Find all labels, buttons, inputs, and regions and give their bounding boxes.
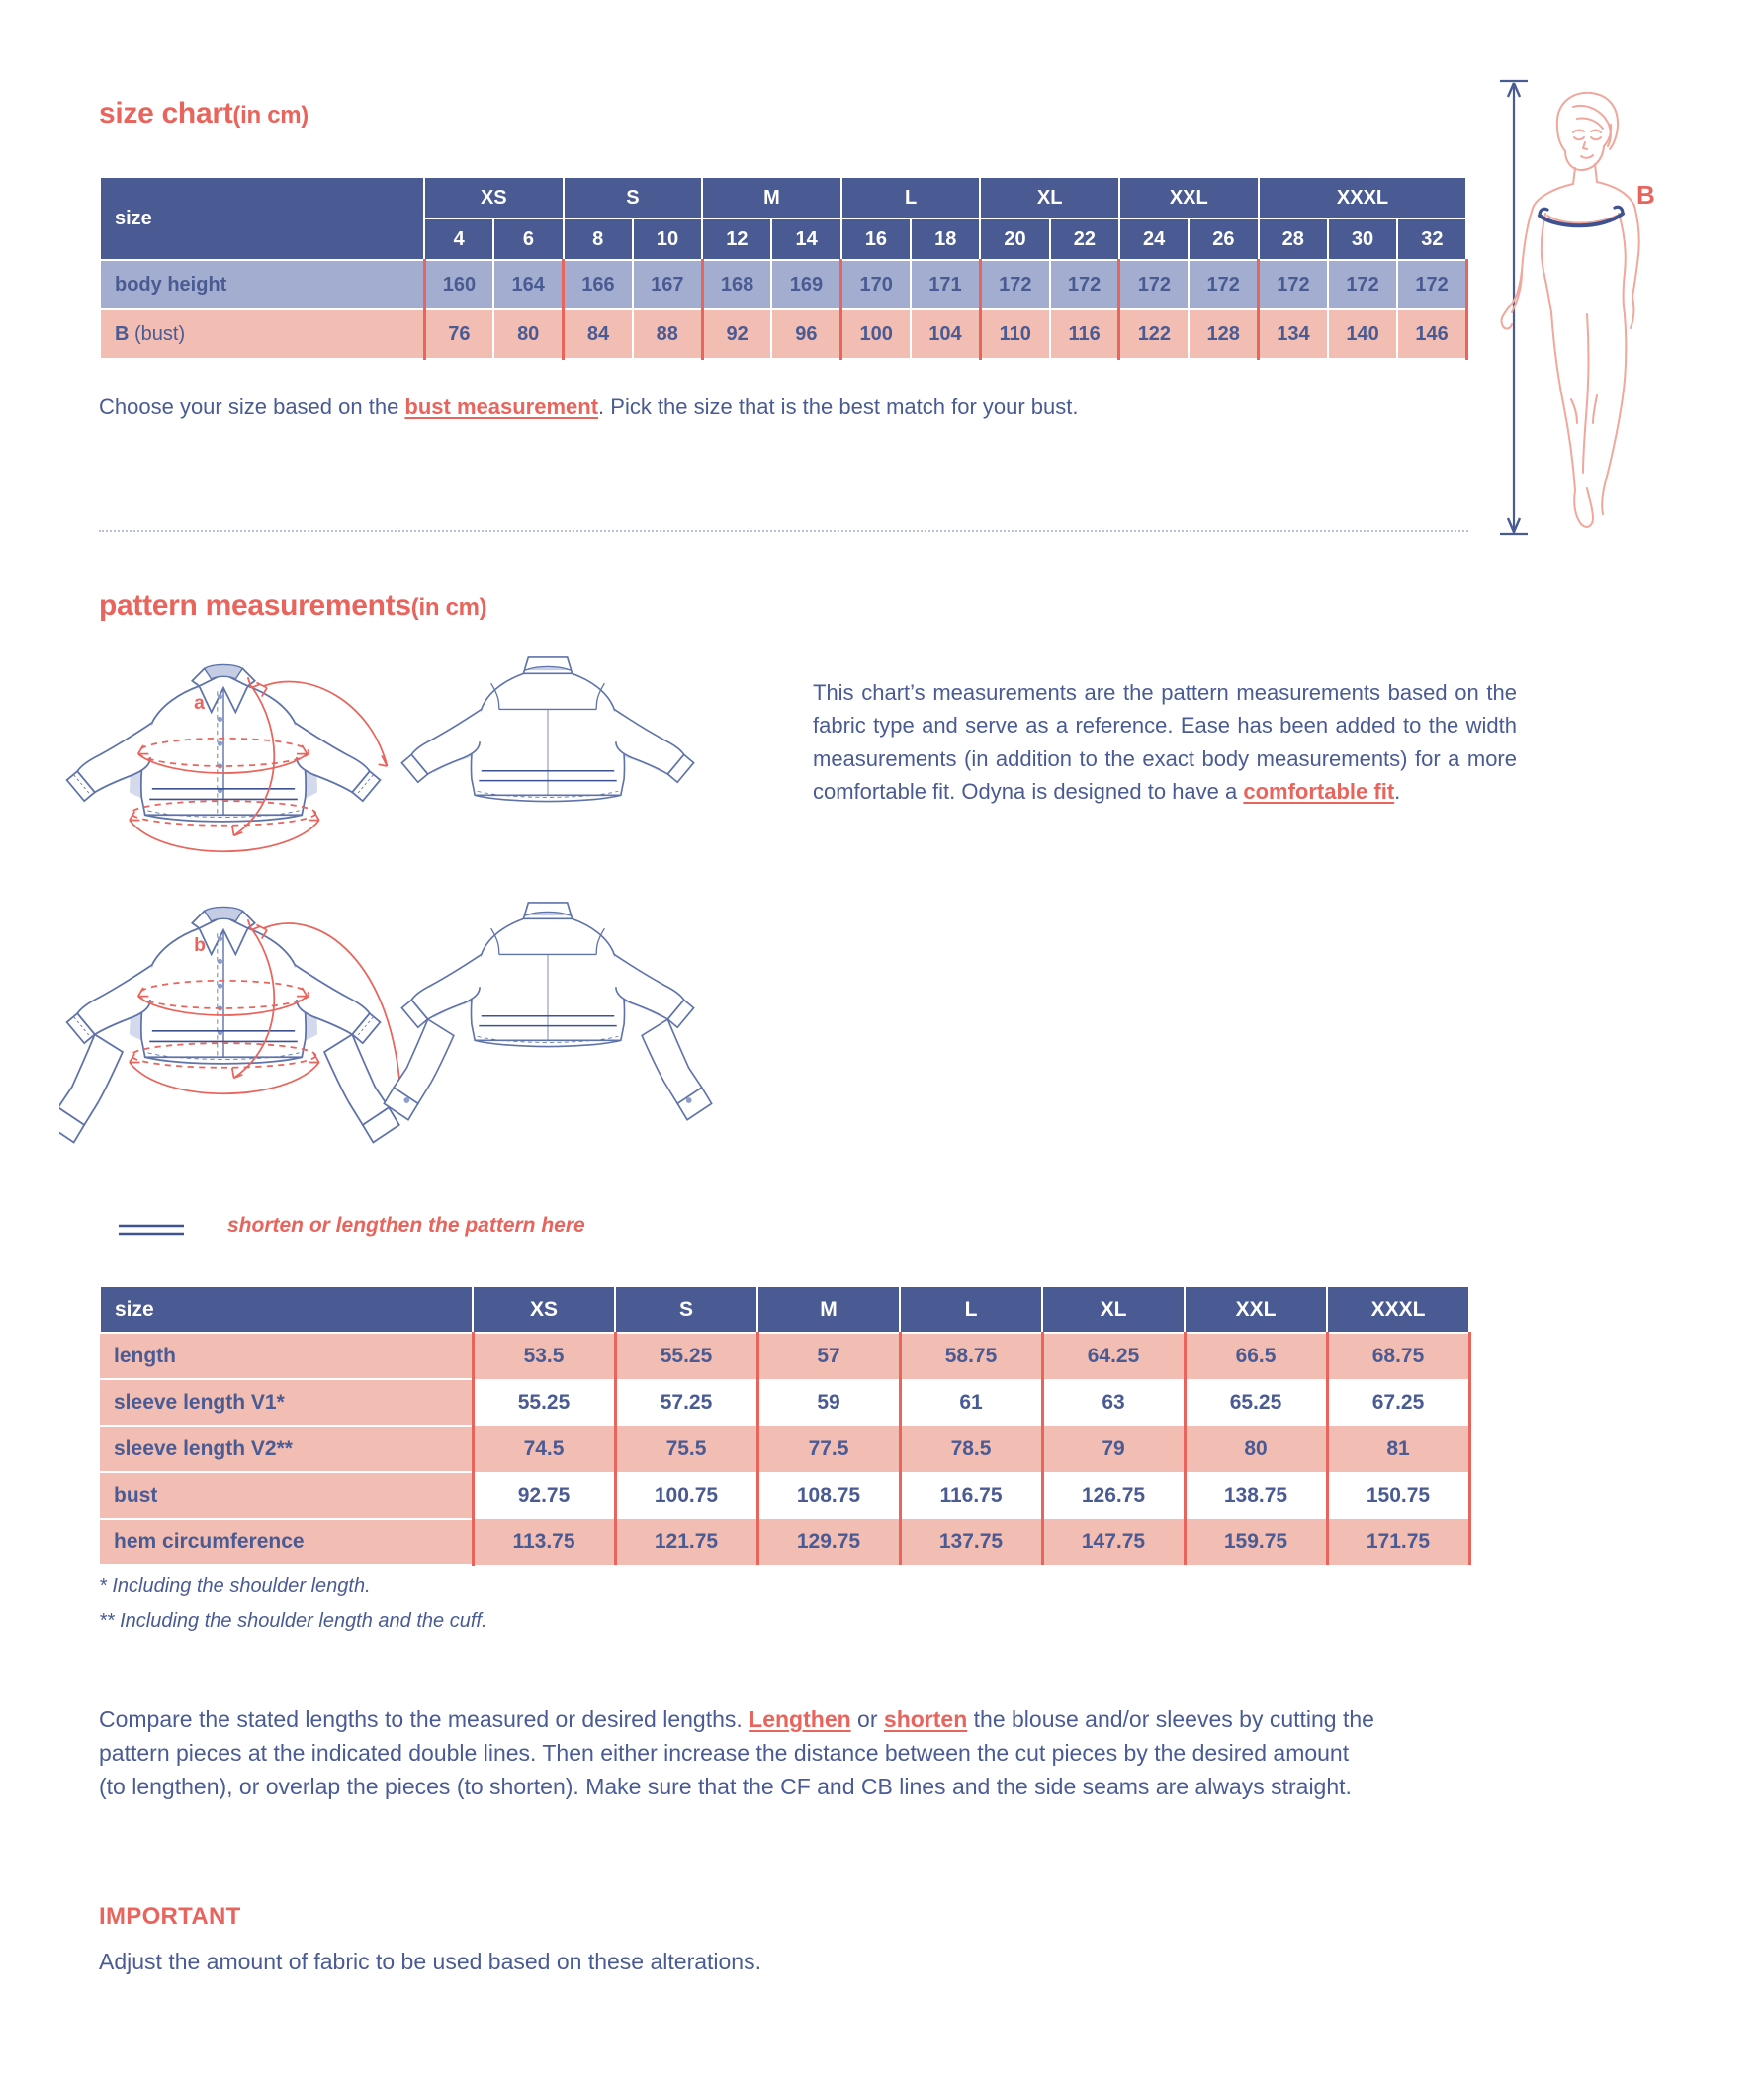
important-heading: IMPORTANT: [99, 1903, 241, 1930]
table-row-body-height: [100, 260, 1466, 309]
cell-hem-xxxl: 171.75: [1327, 1519, 1469, 1565]
compare-part2: or: [850, 1706, 884, 1732]
cell-bust-xs: 92.75: [473, 1472, 615, 1519]
cell-body-height-26: 172: [1189, 260, 1258, 309]
cell-hem-s: 121.75: [615, 1519, 757, 1565]
pattern-heading-main: pattern measurements: [99, 589, 411, 622]
cell-bust-xxxl: 150.75: [1327, 1472, 1469, 1519]
pattern-col-m: M: [757, 1286, 900, 1333]
row-label-body-height: body height: [100, 260, 424, 309]
cell-sleeve-v1-m: 59: [757, 1379, 900, 1426]
cell-bust-20: 110: [980, 309, 1049, 359]
cell-bust-xxl: 138.75: [1185, 1472, 1327, 1519]
cell-body-height-12: 168: [702, 260, 771, 309]
cell-body-height-22: 172: [1050, 260, 1119, 309]
size-chart-heading-unit: (in cm): [232, 102, 309, 129]
cell-sleeve-v2-s: 75.5: [615, 1426, 757, 1472]
choose-size-instruction: [99, 392, 1483, 423]
size-chart-heading-main: size chart: [99, 97, 233, 130]
cell-bust-24: 122: [1119, 309, 1189, 359]
blouse-front-view-short-sleeve: [67, 664, 388, 851]
table-row-bust: [100, 1472, 1469, 1519]
cell-body-height-30: 172: [1328, 260, 1397, 309]
cell-bust-m: 108.75: [757, 1472, 900, 1519]
cell-bust-xl: 126.75: [1042, 1472, 1185, 1519]
pattern-note-part2: .: [1394, 779, 1401, 805]
pattern-col-xl: XL: [1042, 1286, 1185, 1333]
cell-bust-22: 116: [1050, 309, 1119, 359]
pattern-row-label-bust: bust: [100, 1472, 473, 1519]
cell-sleeve-v2-xxxl: 81: [1327, 1426, 1469, 1472]
pattern-col-l: L: [900, 1286, 1042, 1333]
pattern-note-part1: This chart’s measurements are the pattern measurements based on the fabric type and serve as a reference. Ease has been added to the width measurements (in addition to the exact body measurements) for a more comfortable fit. Odyna is designed to have a: [813, 680, 1517, 805]
cell-hem-xs: 113.75: [473, 1519, 615, 1565]
size-chart-heading: [99, 97, 309, 131]
row-label-bust: [100, 309, 424, 359]
view-label-b: b: [194, 933, 206, 956]
cell-length-xl: 64.25: [1042, 1333, 1185, 1379]
table-row-hem: [100, 1519, 1469, 1565]
cell-bust-14: 96: [771, 309, 840, 359]
pattern-table-corner-label: size: [100, 1286, 473, 1333]
numeric-size-22: 22: [1050, 218, 1119, 260]
table-row-group-header: [100, 177, 1466, 218]
numeric-size-18: 18: [911, 218, 980, 260]
technical-drawings-svg: [59, 643, 811, 1157]
cell-hem-m: 129.75: [757, 1519, 900, 1565]
numeric-size-10: 10: [633, 218, 702, 260]
cell-body-height-14: 169: [771, 260, 840, 309]
cell-sleeve-v2-m: 77.5: [757, 1426, 900, 1472]
cell-length-s: 55.25: [615, 1333, 757, 1379]
numeric-size-20: 20: [980, 218, 1049, 260]
pattern-measurements-heading: [99, 589, 486, 623]
body-figure-svg: [1478, 77, 1764, 542]
row-label-bust-suffix: (bust): [129, 322, 186, 345]
compare-part1: Compare the stated lengths to the measured or desired lengths.: [99, 1706, 750, 1732]
size-group-m: M: [702, 177, 841, 218]
cell-body-height-20: 172: [980, 260, 1049, 309]
section-divider: [99, 530, 1468, 532]
cell-length-xxl: 66.5: [1185, 1333, 1327, 1379]
numeric-size-28: 28: [1259, 218, 1328, 260]
numeric-size-30: 30: [1328, 218, 1397, 260]
cell-body-height-24: 172: [1119, 260, 1189, 309]
size-group-xl: XL: [980, 177, 1119, 218]
pattern-measurements-table: [99, 1285, 1471, 1566]
cell-bust-12: 92: [702, 309, 771, 359]
cell-length-l: 58.75: [900, 1333, 1042, 1379]
lengthen-shorten-legend: [119, 1214, 712, 1250]
table-row-length: [100, 1333, 1469, 1379]
cell-bust-10: 88: [633, 309, 702, 359]
shorten-link[interactable]: shorten: [883, 1706, 968, 1732]
cell-length-xxxl: 68.75: [1327, 1333, 1469, 1379]
cell-body-height-8: 166: [564, 260, 633, 309]
cell-hem-l: 137.75: [900, 1519, 1042, 1565]
size-group-l: L: [841, 177, 981, 218]
cell-body-height-32: 172: [1397, 260, 1466, 309]
technical-drawings: [59, 643, 811, 1157]
pattern-col-xxxl: XXXL: [1327, 1286, 1469, 1333]
blouse-back-view-short-sleeve: [401, 657, 693, 802]
cell-bust-28: 134: [1259, 309, 1328, 359]
comfortable-fit-link[interactable]: comfortable fit: [1243, 779, 1395, 805]
table-row-header: [100, 1286, 1469, 1333]
view-label-a: a: [194, 691, 205, 714]
pattern-row-label-sleeve-v1: sleeve length V1*: [100, 1379, 473, 1426]
size-chart-table: [99, 176, 1468, 360]
size-group-xxxl: XXXL: [1259, 177, 1467, 218]
pattern-measurements-note: [813, 676, 1517, 809]
row-label-bust-letter: B: [115, 322, 130, 345]
table-row-sleeve-v2: [100, 1426, 1469, 1472]
pattern-row-label-length: length: [100, 1333, 473, 1379]
cell-body-height-18: 171: [911, 260, 980, 309]
cell-bust-30: 140: [1328, 309, 1397, 359]
female-body-outline: [1501, 93, 1638, 527]
cell-length-xs: 53.5: [473, 1333, 615, 1379]
choose-size-part1: Choose your size based on the: [99, 394, 405, 419]
numeric-size-14: 14: [771, 218, 840, 260]
footnote-single-asterisk: * Including the shoulder length.: [99, 1575, 371, 1597]
cell-bust-s: 100.75: [615, 1472, 757, 1519]
cell-body-height-10: 167: [633, 260, 702, 309]
cell-bust-18: 104: [911, 309, 980, 359]
body-measurement-figure: [1478, 77, 1764, 542]
cell-body-height-4: 160: [424, 260, 493, 309]
bust-measurement-link[interactable]: bust measurement: [404, 394, 599, 419]
cell-body-height-6: 164: [493, 260, 563, 309]
cell-sleeve-v2-xl: 79: [1042, 1426, 1185, 1472]
cell-sleeve-v1-xs: 55.25: [473, 1379, 615, 1426]
cell-body-height-28: 172: [1259, 260, 1328, 309]
cell-bust-32: 146: [1397, 309, 1466, 359]
numeric-size-26: 26: [1189, 218, 1258, 260]
table-row-sleeve-v1: [100, 1379, 1469, 1426]
cell-sleeve-v2-xxl: 80: [1185, 1426, 1327, 1472]
bust-figure-label: B: [1636, 180, 1655, 210]
numeric-size-24: 24: [1119, 218, 1189, 260]
size-group-xxl: XXL: [1119, 177, 1259, 218]
pattern-col-xxl: XXL: [1185, 1286, 1327, 1333]
numeric-size-12: 12: [702, 218, 771, 260]
blouse-front-view-long-sleeve: [59, 907, 401, 1142]
cell-bust-6: 80: [493, 309, 563, 359]
numeric-size-6: 6: [493, 218, 563, 260]
numeric-size-8: 8: [564, 218, 633, 260]
size-group-s: S: [564, 177, 703, 218]
pattern-heading-unit: (in cm): [410, 594, 487, 621]
pattern-row-label-hem: hem circumference: [100, 1519, 473, 1565]
cell-bust-8: 84: [564, 309, 633, 359]
pattern-col-s: S: [615, 1286, 757, 1333]
cell-sleeve-v1-s: 57.25: [615, 1379, 757, 1426]
lengthen-link[interactable]: Lengthen: [749, 1706, 851, 1732]
cell-bust-4: 76: [424, 309, 493, 359]
size-group-xs: XS: [424, 177, 564, 218]
cell-bust-l: 116.75: [900, 1472, 1042, 1519]
pattern-row-label-sleeve-v2: sleeve length V2**: [100, 1426, 473, 1472]
cell-sleeve-v1-xxl: 65.25: [1185, 1379, 1327, 1426]
size-chart-corner-label: size: [100, 177, 424, 260]
cell-sleeve-v1-xl: 63: [1042, 1379, 1185, 1426]
cell-length-m: 57: [757, 1333, 900, 1379]
cell-sleeve-v2-xs: 74.5: [473, 1426, 615, 1472]
cell-hem-xl: 147.75: [1042, 1519, 1185, 1565]
numeric-size-4: 4: [424, 218, 493, 260]
pattern-col-xs: XS: [473, 1286, 615, 1333]
choose-size-part2: . Pick the size that is the best match for your bust.: [598, 394, 1079, 419]
double-line-icon: [119, 1222, 184, 1238]
numeric-size-16: 16: [841, 218, 911, 260]
cell-sleeve-v2-l: 78.5: [900, 1426, 1042, 1472]
compare-lengths-instruction: [99, 1702, 1374, 1803]
table-row-bust: [100, 309, 1466, 359]
legend-label: shorten or lengthen the pattern here: [227, 1214, 585, 1237]
cell-hem-xxl: 159.75: [1185, 1519, 1327, 1565]
numeric-size-32: 32: [1397, 218, 1466, 260]
blouse-back-view-long-sleeve: [384, 903, 711, 1120]
cell-sleeve-v1-l: 61: [900, 1379, 1042, 1426]
cell-bust-16: 100: [841, 309, 911, 359]
cell-bust-26: 128: [1189, 309, 1258, 359]
footnote-double-asterisk: ** Including the shoulder length and the cuff.: [99, 1611, 487, 1632]
compare-part3: the blouse and/or sleeves by cutting the pattern pieces at the indicated double lines. Then either increase the distance between the cut pieces by the desired amount (to lengthen), or overlap the pieces (to shorten). Make sure that the CF and CB lines and the side seams are always straight.: [99, 1706, 1374, 1800]
important-text: Adjust the amount of fabric to be used based on these alterations.: [99, 1949, 761, 1974]
cell-sleeve-v1-xxxl: 67.25: [1327, 1379, 1469, 1426]
cell-body-height-16: 170: [841, 260, 911, 309]
